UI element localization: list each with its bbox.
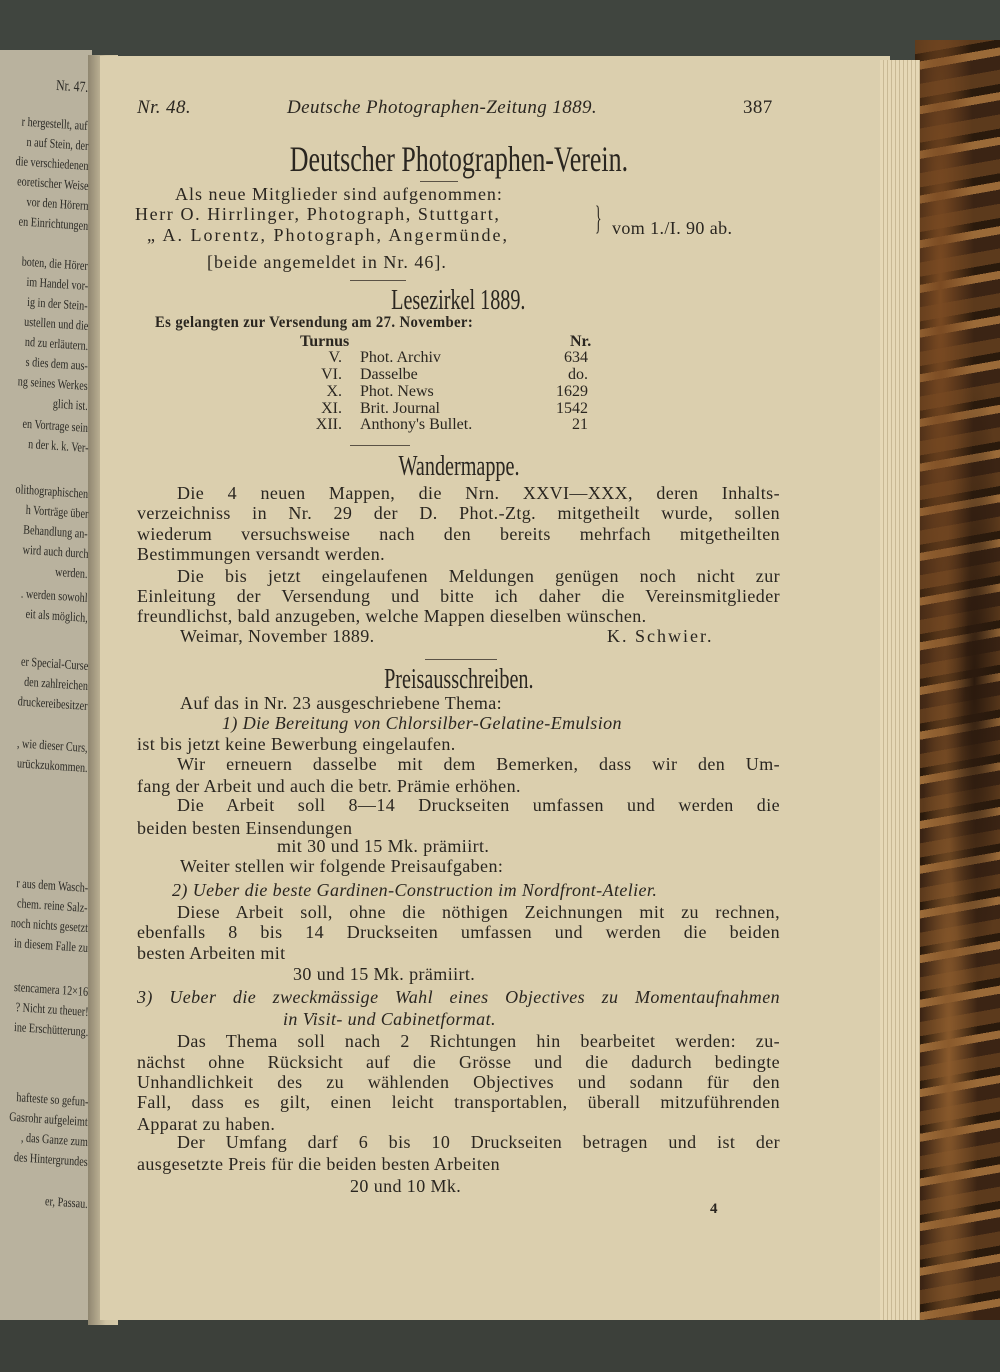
left-page-line: en Einrichtungen xyxy=(18,213,89,233)
paragraph-line: Wir erneuern dasselbe mit dem Bemerken, dass wir den Um- xyxy=(177,754,780,774)
paragraph-line: besten Arbeiten mit xyxy=(137,943,286,963)
left-page-line: wird auch durch xyxy=(21,541,89,561)
paragraph-line: Die bis jetzt eingelaufenen Meldungen genügen noch nicht zur xyxy=(177,566,780,586)
table-cell-title: Dasselbe xyxy=(360,366,418,383)
prize-topic-2: 2) Ueber die beste Gardinen-Construction im Nordfront-Atelier. xyxy=(172,880,658,900)
left-page-line: hafteste so gefun- xyxy=(15,1089,89,1109)
left-page-line: ustellen und die xyxy=(23,313,89,333)
left-page-line: des Hintergrundes xyxy=(13,1149,89,1169)
prize-topic-1: 1) Die Bereitung von Chlorsilber-Gelatine-Emulsion xyxy=(222,713,622,733)
paragraph-line: Der Umfang darf 6 bis 10 Druckseiten betragen und ist der xyxy=(177,1132,780,1152)
left-page-line: boten, die Hörer xyxy=(21,253,89,273)
prize-amount: 20 und 10 Mk. xyxy=(350,1176,462,1196)
members-note: [beide angemeldet in Nr. 46]. xyxy=(207,252,447,272)
table-cell-turnus: X. xyxy=(326,383,342,400)
signature: K. Schwier. xyxy=(607,626,714,646)
table-cell-title: Anthony's Bullet. xyxy=(360,416,473,433)
prize-topic-3-cont: in Visit- und Cabinetformat. xyxy=(283,1009,496,1029)
left-page-line: er Special-Curse xyxy=(20,653,89,673)
left-page-header: Nr. 47. xyxy=(55,77,89,96)
table-cell-turnus: V. xyxy=(328,349,342,366)
members-intro: Als neue Mitglieder sind aufgenommen: xyxy=(175,184,503,204)
paragraph-line: Bestimmungen versandt werden. xyxy=(137,544,386,564)
heading-text: Preisausschreiben. xyxy=(383,664,534,695)
left-page-line: stencamera 12×16 xyxy=(13,979,89,999)
left-page-line: die verschiedenen xyxy=(14,153,89,173)
signature-mark: 4 xyxy=(710,1201,718,1217)
brace: } xyxy=(595,200,602,237)
table-cell-title: Phot. Archiv xyxy=(360,349,441,366)
divider xyxy=(420,181,458,182)
left-page-line: , das Ganze zum xyxy=(20,1129,89,1149)
left-page-line: n der k. k. Ver- xyxy=(27,435,89,455)
table-cell-title: Phot. News xyxy=(360,383,434,400)
left-page-line: . werden sowohl xyxy=(21,585,89,605)
table-cell-title: Brit. Journal xyxy=(360,400,440,417)
left-page-line: h Vorträge über xyxy=(25,501,89,521)
paragraph-line: ausgesetzte Preis für die beiden besten Arbeiten xyxy=(137,1154,501,1174)
issue-number: Nr. 48. xyxy=(137,97,192,118)
left-page-line: nd zu erläutern. xyxy=(24,333,89,353)
prize-amount: 30 und 15 Mk. prämiirt. xyxy=(293,964,476,984)
paragraph-line: verzeichniss in Nr. 29 der D. Phot.-Ztg. mitgetheilt wurde, sollen xyxy=(137,503,780,523)
left-page-line: druckereibesitzer xyxy=(17,693,89,713)
table-cell-nr: 1629 xyxy=(556,383,588,400)
heading-text: Deutscher Photographen-Verein. xyxy=(289,139,628,179)
table-cell-nr: 1542 xyxy=(556,400,588,417)
left-page-line: ine Erschütterung. xyxy=(13,1019,89,1039)
paragraph-line: Unhandlichkeit des zu wählenden Objectives und sodann für den xyxy=(137,1072,780,1092)
left-page-line: den zahlreichen xyxy=(23,673,89,693)
page-number: 387 xyxy=(743,97,773,118)
paragraph-line: Weiter stellen wir folgende Preisaufgaben: xyxy=(180,856,504,876)
member-entry: Herr O. Hirrlinger, Photograph, Stuttgart, xyxy=(135,204,501,224)
paragraph-line: nächst ohne Rücksicht auf die Grösse und die dadurch bedingte xyxy=(137,1052,780,1072)
member-entry: „ A. Lorentz, Photograph, Angermünde, xyxy=(147,225,509,245)
column-header-turnus: Turnus xyxy=(300,333,350,350)
paragraph-line: Das Thema soll nach 2 Richtungen hin bearbeitet werden: zu- xyxy=(177,1031,780,1051)
left-page-line: en Vortrage sein xyxy=(22,415,89,435)
table-cell-turnus: XII. xyxy=(315,416,342,433)
left-page-line: chem. reine Salz- xyxy=(17,895,89,915)
divider xyxy=(350,445,410,446)
left-page-line: ig in der Stein- xyxy=(27,293,89,313)
place-date: Weimar, November 1889. xyxy=(180,626,375,646)
paragraph-line: ebenfalls 8 bis 14 Druckseiten umfassen und werden die beiden xyxy=(137,922,780,942)
heading-text: Wandermappe. xyxy=(398,451,519,482)
left-page-line: eit als möglich, xyxy=(25,605,89,625)
left-page-line: s dies dem aus- xyxy=(25,353,89,373)
paragraph-line: Einleitung der Versendung und bitte ich daher die Vereinsmitglieder xyxy=(137,586,780,606)
prize-topic-3: 3) Ueber die zweckmässige Wahl eines Objectives zu Momentaufnahmen xyxy=(137,987,780,1007)
divider xyxy=(425,659,497,660)
paragraph-line: Apparat zu haben. xyxy=(137,1114,276,1134)
paragraph-line: Die Arbeit soll 8—14 Druckseiten umfassen und werden die xyxy=(177,795,780,815)
left-page-line: r hergestellt, auf xyxy=(21,113,89,133)
paragraph-line: Fall, dass es gilt, einen leicht transportablen, überall mitzuführenden xyxy=(137,1092,780,1112)
left-page-line: im Handel vor- xyxy=(26,273,89,293)
left-page-line: werden. xyxy=(55,563,89,581)
left-page-line: glich ist. xyxy=(52,395,89,413)
prize-amount: mit 30 und 15 Mk. prämiirt. xyxy=(277,836,490,856)
paragraph-line: Diese Arbeit soll, ohne die nöthigen Zeichnungen mit zu rechnen, xyxy=(177,902,780,922)
left-page-line: er, Passau. xyxy=(45,1193,89,1211)
left-page-line: ? Nicht zu theuer! xyxy=(14,999,89,1019)
divider xyxy=(350,280,406,281)
reading-circle-intro: Es gelangten zur Versendung am 27. November: xyxy=(155,314,474,331)
paragraph-line: Die 4 neuen Mappen, die Nrn. XXVI—XXX, deren Inhalts- xyxy=(177,483,780,503)
section-heading xyxy=(137,138,780,180)
marbled-cover-edge xyxy=(915,40,1000,1320)
section-heading xyxy=(137,451,780,483)
paragraph-line: freundlichst, bald anzugeben, welche Mappen dieselben wünschen. xyxy=(137,606,647,626)
left-page-line: , wie dieser Curs, xyxy=(17,735,89,755)
book-cover xyxy=(0,0,1000,62)
paragraph-line: Auf das in Nr. 23 ausgeschriebene Thema: xyxy=(180,693,503,713)
left-page-line: ng seines Werkes xyxy=(17,373,89,393)
table-cell-turnus: VI. xyxy=(321,366,342,383)
page-edges xyxy=(880,60,920,1320)
left-page-line: noch nichts gesetzt xyxy=(10,914,89,935)
left-page-line: n auf Stein, der xyxy=(25,133,89,153)
left-page-line: in diesem Falle zu xyxy=(13,935,89,955)
table-cell-nr: do. xyxy=(568,366,588,383)
left-page-line: eoretischer Weise xyxy=(16,173,89,193)
left-page-line: olithographischen xyxy=(15,481,89,501)
left-page-line: Behandlung an- xyxy=(23,521,89,541)
left-page-line: urückzukommen. xyxy=(17,755,89,775)
paragraph-line: ist bis jetzt keine Bewerbung eingelaufen. xyxy=(137,734,456,754)
running-title: Deutsche Photographen-Zeitung 1889. xyxy=(287,97,598,118)
column-header-nr: Nr. xyxy=(570,333,592,350)
table-cell-nr: 21 xyxy=(572,416,588,433)
table-cell-nr: 634 xyxy=(564,349,588,366)
paragraph-line: wiederum versuchsweise nach den bereits mehrfach mitgetheilten xyxy=(137,524,780,544)
left-page-line: r aus dem Wasch- xyxy=(15,875,89,895)
paragraph-line: fang der Arbeit und auch die betr. Prämie erhöhen. xyxy=(137,776,521,796)
paragraph-line: beiden besten Einsendungen xyxy=(137,818,353,838)
heading-text: Lesezirkel 1889. xyxy=(391,285,526,316)
table-cell-turnus: XI. xyxy=(321,400,342,417)
membership-start: vom 1./I. 90 ab. xyxy=(612,218,733,238)
left-page-line: Gasrohr aufgeleimt xyxy=(9,1108,89,1129)
left-page-line: vor den Hörern xyxy=(25,193,89,213)
